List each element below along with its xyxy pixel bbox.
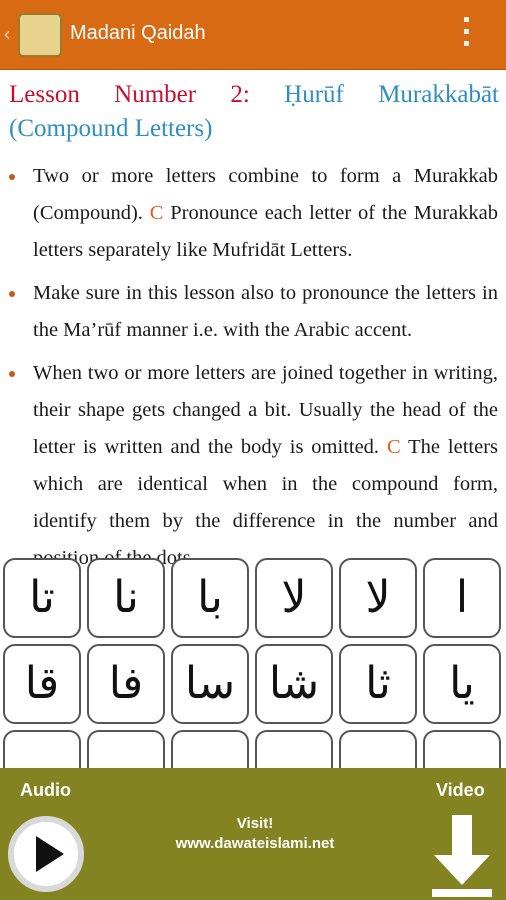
letter-glyph: ثا [365, 658, 391, 709]
letter-tile[interactable] [339, 644, 417, 724]
bullet-item [0, 275, 506, 349]
letter-tile[interactable] [171, 730, 249, 768]
app-title: Madani Qaidah [70, 22, 206, 44]
c-mark: C [149, 202, 164, 224]
letter-glyph: سا [184, 658, 236, 709]
bullet-text: The letters which are identical when in the compound form, identify them by the difference in the number and dots. [33, 436, 498, 569]
video-label[interactable]: Video [436, 780, 485, 800]
letter-glyph: فا [108, 658, 144, 709]
bullet-text: Make sure in this lesson also to pronounce the letters in the Ma’rūf manner i.e. with the Arabic accent. [33, 282, 498, 341]
letter-tile[interactable] [87, 558, 165, 638]
lesson-title [9, 78, 499, 146]
audio-label[interactable]: Audio [20, 780, 71, 800]
play-button[interactable] [8, 816, 84, 892]
letter-tile[interactable] [3, 644, 81, 724]
lesson-name: Ḥurūf Murakkabāt (Compound Letters) [9, 81, 499, 142]
letter-glyph: ا [455, 572, 469, 623]
letter-tile[interactable] [87, 644, 165, 724]
bullet-list [0, 158, 506, 583]
letter-tile[interactable] [255, 558, 333, 638]
letter-tile[interactable] [423, 730, 501, 768]
download-icon[interactable] [432, 815, 492, 897]
letter-glyph: با [197, 572, 223, 623]
c-mark: C [386, 436, 401, 458]
letter-glyph: يا [449, 658, 475, 709]
website-url: www.dawateislami.net [175, 835, 335, 852]
letter-tile[interactable] [3, 730, 81, 768]
bullet-dot [9, 291, 15, 297]
letter-tile[interactable] [171, 558, 249, 638]
bullet-item [0, 355, 506, 577]
visit-label: Visit! [236, 815, 274, 832]
bullet-dot [9, 174, 15, 180]
letter-glyph: قا [24, 658, 60, 709]
bullet-dot [9, 371, 15, 377]
letter-tile[interactable] [423, 558, 501, 638]
letter-tile[interactable] [3, 558, 81, 638]
letter-glyph: نا [113, 572, 139, 623]
action-bar [0, 0, 506, 70]
letter-tile[interactable] [339, 730, 417, 768]
letter-tile[interactable] [339, 558, 417, 638]
overflow-menu-icon[interactable] [460, 17, 472, 51]
bottom-bar [0, 768, 506, 900]
letter-tile[interactable] [255, 730, 333, 768]
letter-glyph: لا [365, 572, 391, 623]
back-chevron-icon[interactable]: ‹ [3, 22, 11, 46]
letter-tile[interactable] [171, 644, 249, 724]
letter-tile[interactable] [255, 644, 333, 724]
lesson-number: Lesson Number 2: [9, 81, 250, 108]
bullet-text: When two or more letters are joined together in writing, their shape gets changed a bit. Usually the head of the letter is written and the body is omitted. [33, 362, 498, 458]
lesson-content [0, 70, 506, 768]
bullet-text: Pronounce each letter of the Murakkab letters separately like Mufridāt Letters. [33, 202, 498, 261]
letter-glyph: لا [281, 572, 307, 623]
letter-glyph: تا [29, 572, 55, 623]
letter-tile[interactable] [87, 730, 165, 768]
letter-tile[interactable] [423, 644, 501, 724]
bullet-text: Two or more letters combine to form a Murakkab (Compound). [33, 165, 498, 224]
play-icon [36, 836, 64, 872]
book-icon[interactable] [18, 13, 62, 57]
bullet-item [0, 158, 506, 269]
letter-glyph: شا [268, 658, 320, 709]
visit-link[interactable] [130, 814, 380, 854]
